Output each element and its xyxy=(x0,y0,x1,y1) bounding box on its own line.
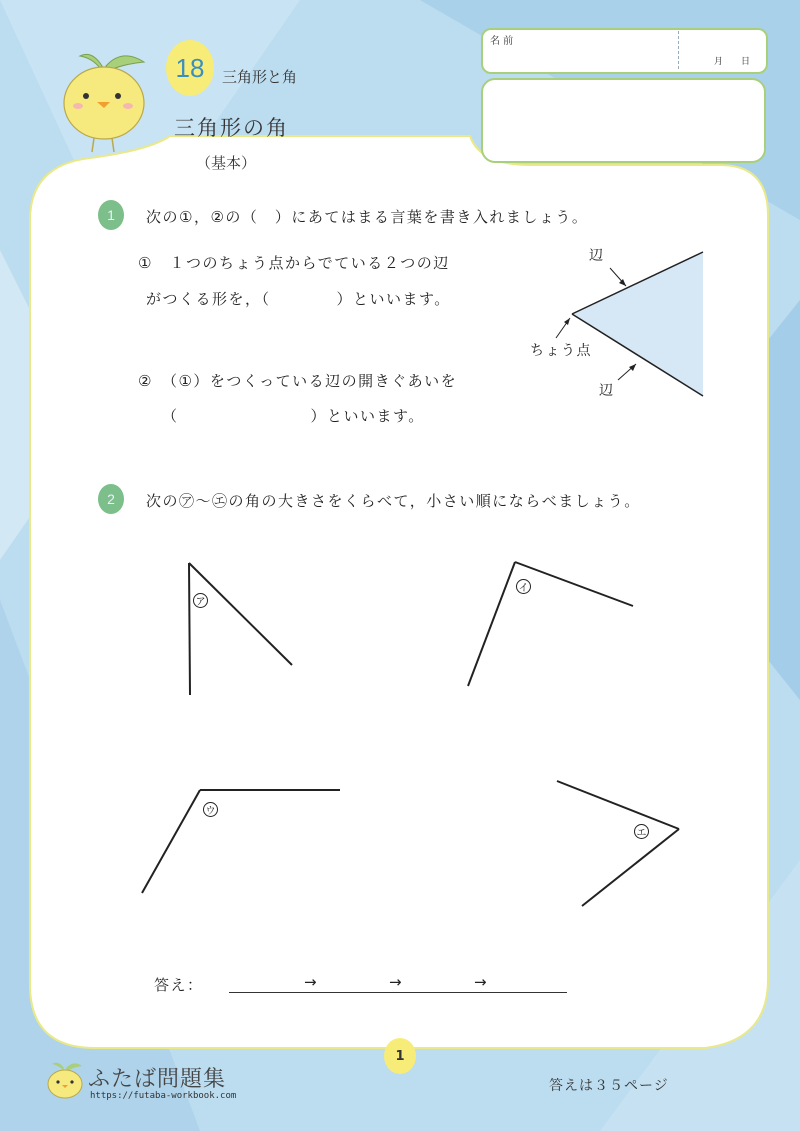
question-2-prompt: 次の㋐～㋓の角の大きさをくらべて，小さい順にならべましょう。 xyxy=(146,492,641,510)
q1-item2-line2: （ ）といいます。 xyxy=(162,407,425,425)
brand-url[interactable]: https://futaba-workbook.com xyxy=(90,1091,237,1101)
q1-item1-line2: がつくる形を，（ ）といいます。 xyxy=(146,290,451,308)
lesson-title: 三角形の角 xyxy=(174,116,289,140)
brand-chick-icon xyxy=(44,1060,86,1102)
page-number: 1 xyxy=(384,1038,416,1074)
answer-arrow-3: → xyxy=(474,973,489,991)
question-1-prompt: 次の①，②の（ ）にあてはまる言葉を書き入れましょう。 xyxy=(146,208,589,226)
angle-u-label: ウ xyxy=(203,802,218,817)
angle-e-label: エ xyxy=(634,824,649,839)
month-label: 月 xyxy=(714,57,724,67)
angle-e-figure xyxy=(557,781,679,906)
q1-item1-line1: ① １つのちょう点からでている２つの辺 xyxy=(138,254,450,272)
vertex-label: ちょう点 xyxy=(530,343,592,359)
day-label: 日 xyxy=(741,57,751,67)
angle-i-figure xyxy=(468,562,633,686)
angle-i-label: イ xyxy=(516,579,531,594)
brand-name: ふたば問題集 xyxy=(88,1067,227,1092)
answer-arrow-1: → xyxy=(304,973,319,991)
unit-title: 三角形と角 xyxy=(222,68,298,86)
answer-page-note: 答えは３５ページ xyxy=(549,1078,669,1094)
answer-label: 答え： xyxy=(154,976,204,994)
side-label-bottom: 辺 xyxy=(599,383,615,399)
q1-item2-line1: ② （①）をつくっている辺の開きぐあいを xyxy=(138,372,458,390)
angle-u-figure xyxy=(142,790,340,893)
unit-number-badge: 18 xyxy=(166,40,214,96)
angle-a-figure xyxy=(189,563,292,695)
question-2-badge: 2 xyxy=(98,484,124,514)
answer-line[interactable] xyxy=(229,992,567,993)
question-1-badge: 1 xyxy=(98,200,124,230)
name-label: 名 前 xyxy=(490,36,514,47)
answer-arrow-2: → xyxy=(389,973,404,991)
side-label-top: 辺 xyxy=(589,248,605,264)
lesson-subtitle: （基本） xyxy=(196,154,257,172)
angle-a-label: ア xyxy=(193,593,208,608)
